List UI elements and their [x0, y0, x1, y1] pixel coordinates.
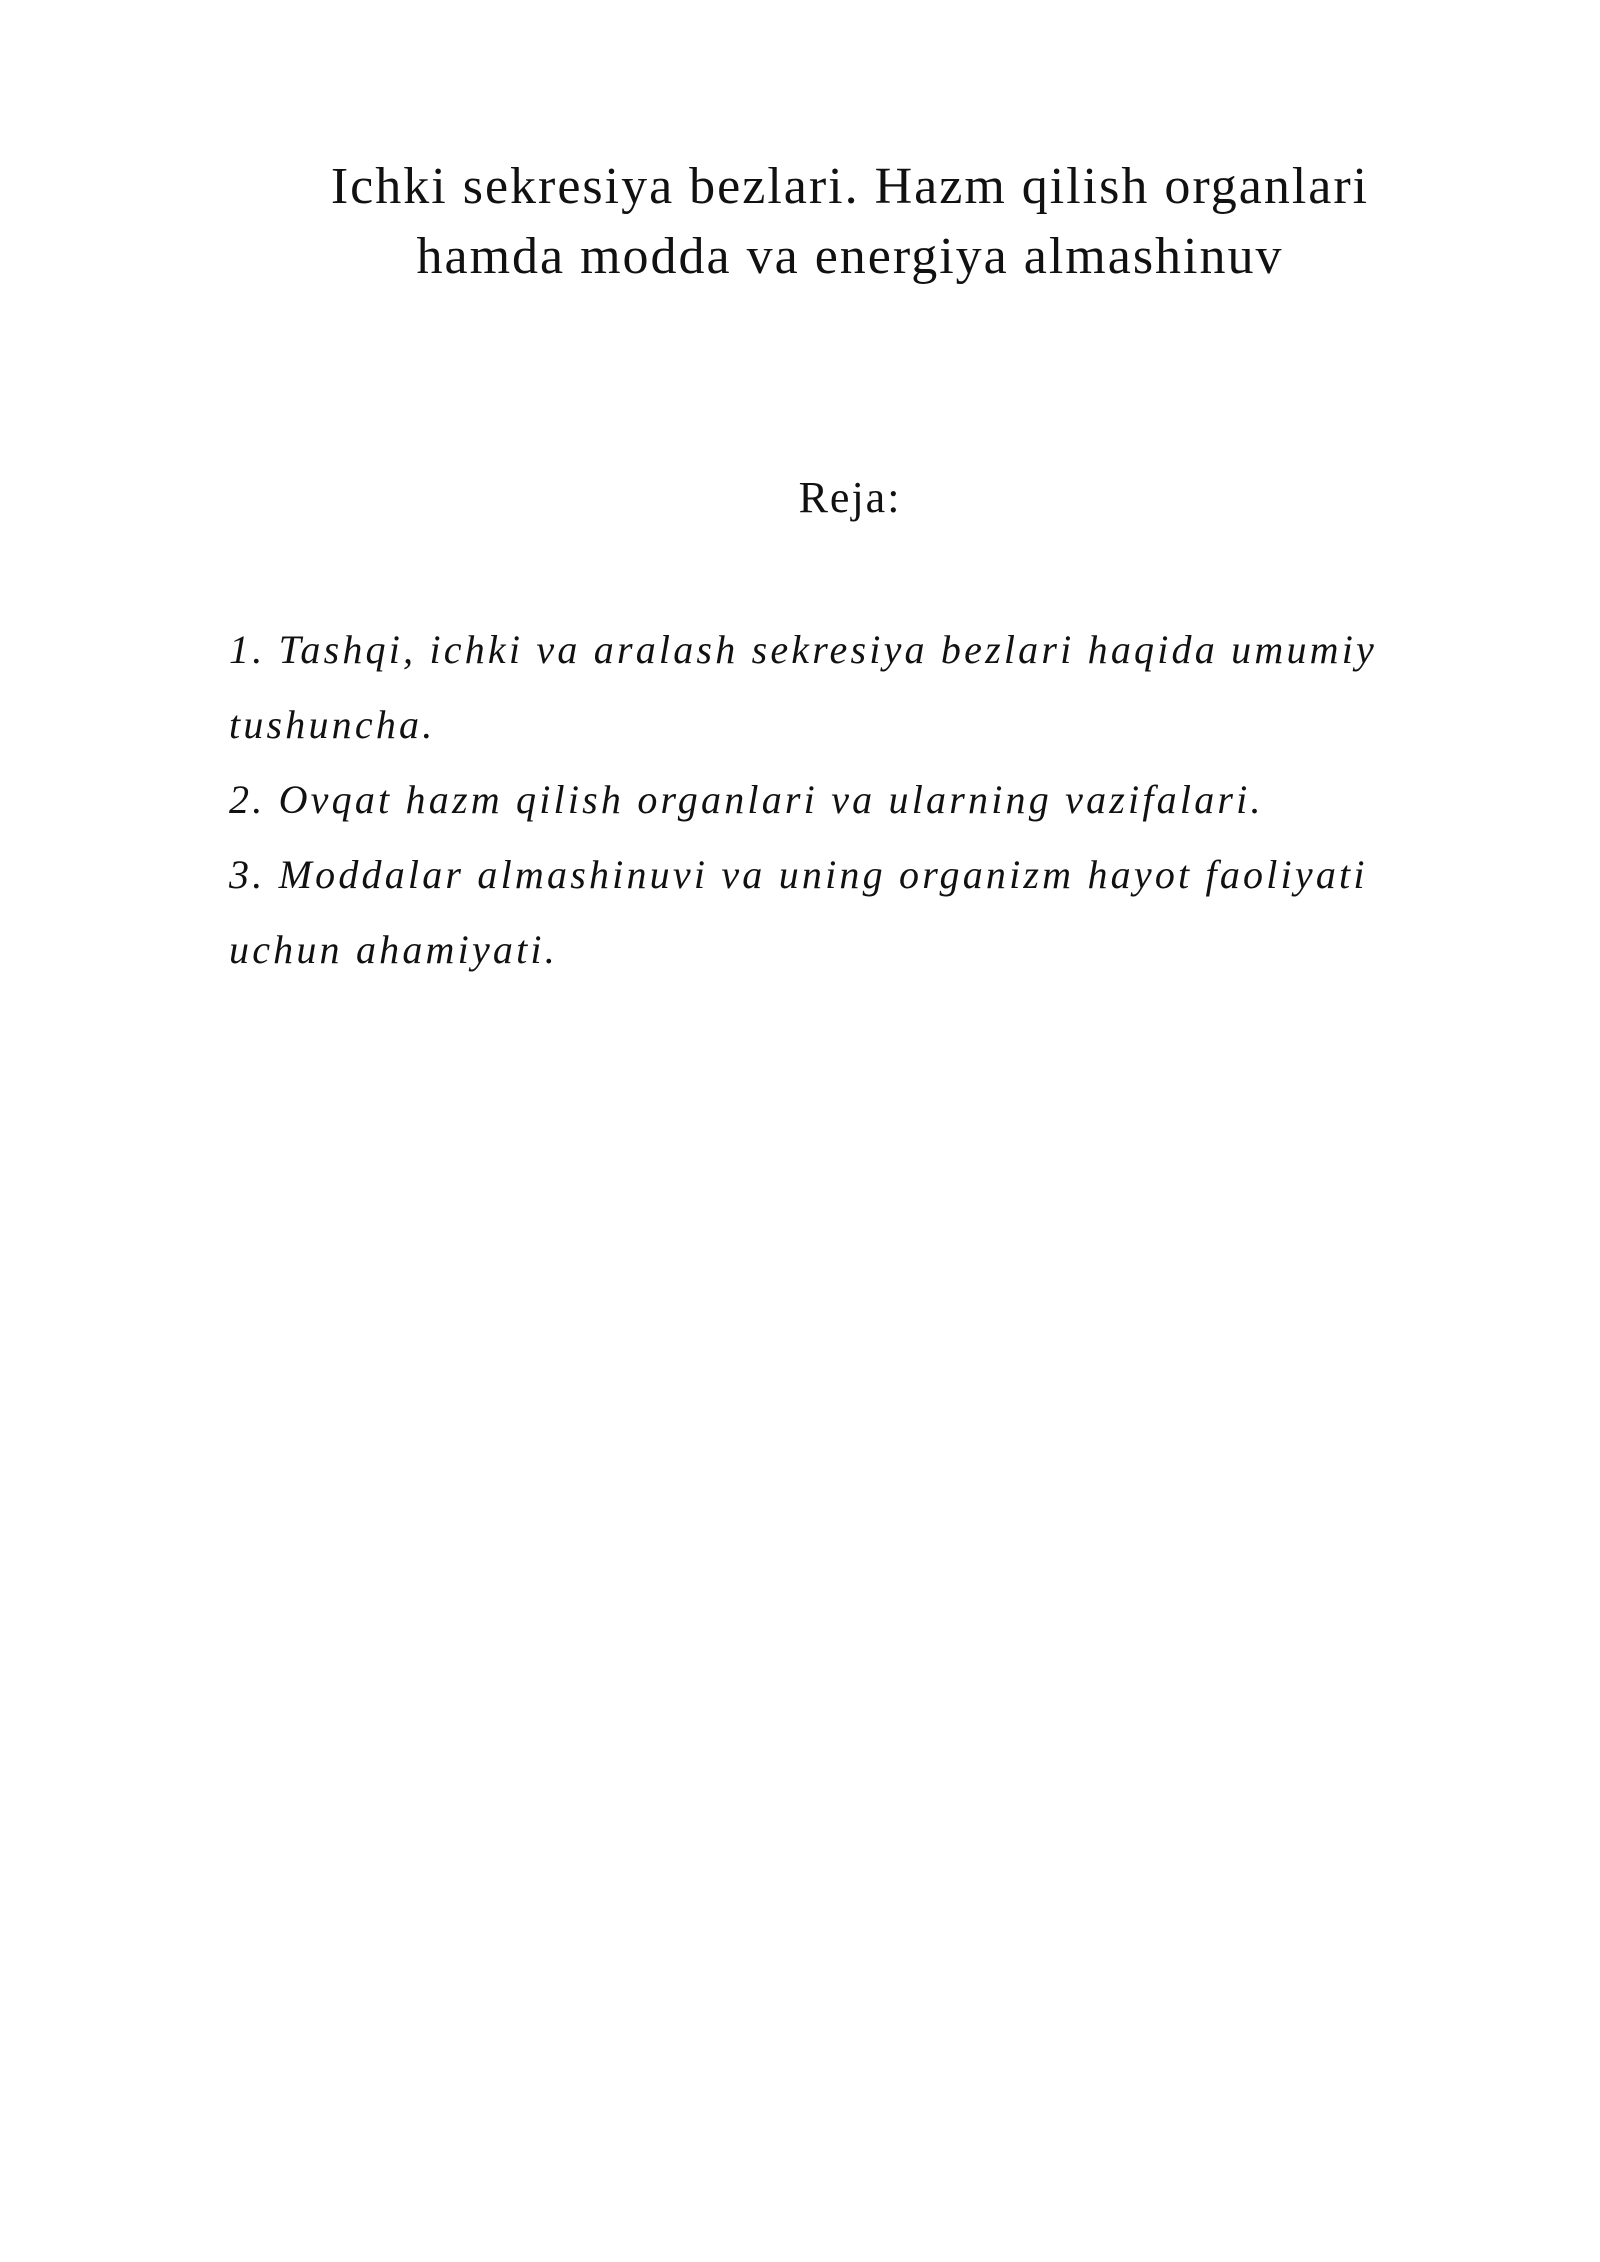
plan-item: 2. Ovqat hazm qilish organlari va ularning vazifalari. [229, 777, 1264, 822]
document-title [200, 152, 1500, 292]
plan-heading: Reja: [798, 473, 902, 522]
plan-item: 1. Tashqi, ichki va aralash sekresiya bezlari haqida umumiy tushuncha. [229, 627, 1377, 747]
document-title-line: hamda modda va energiya almashinuv [416, 228, 1284, 285]
plan-list [229, 612, 1479, 987]
plan-item: 3. Moddalar almashinuvi va uning organizm hayot faoliyati uchun ahamiyati. [229, 852, 1368, 972]
document-title-line: Ichki sekresiya bezlari. Hazm qilish organlari [330, 158, 1370, 215]
